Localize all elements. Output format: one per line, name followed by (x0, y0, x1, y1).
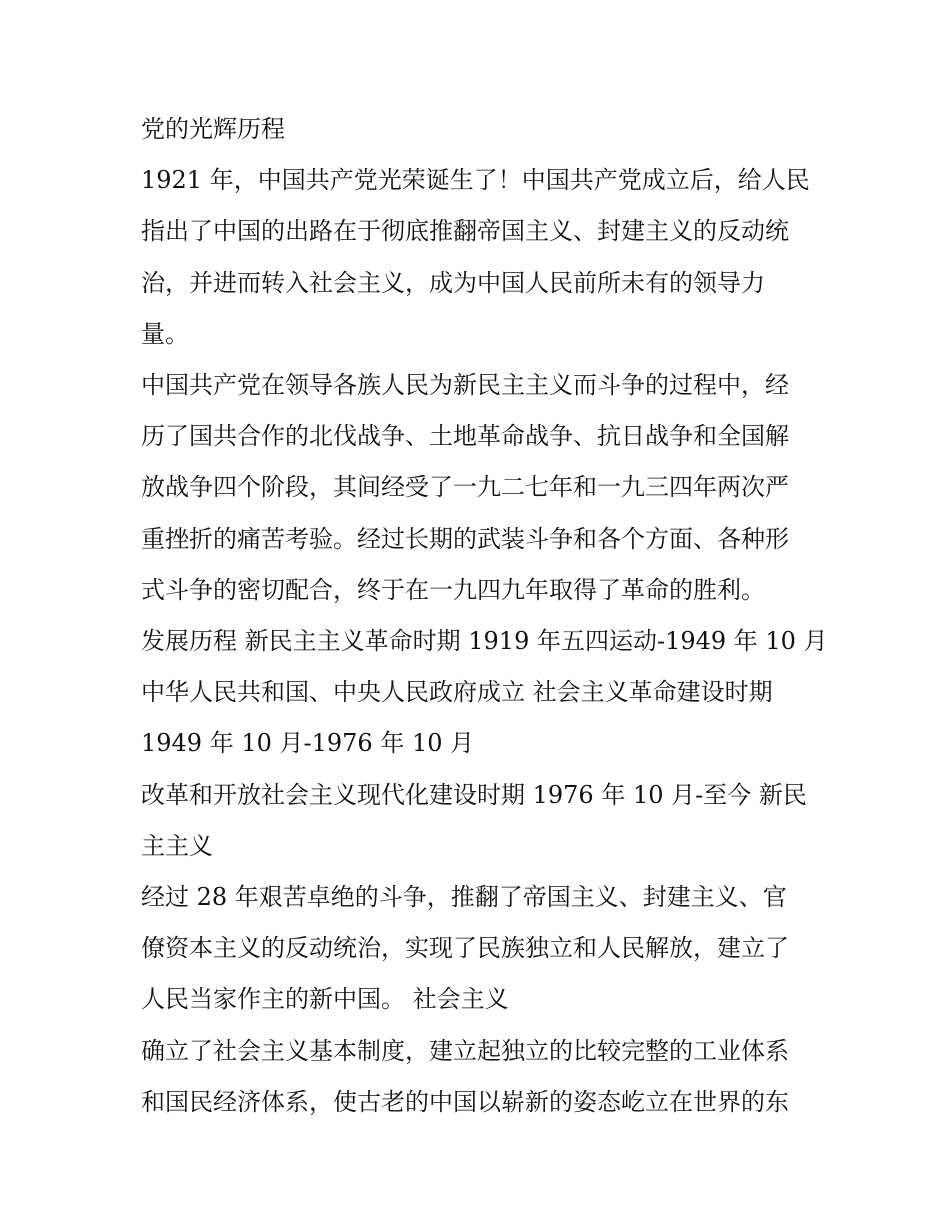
text-line: 1949 年 10 月-1976 年 10 月 (141, 729, 475, 758)
document-title: 党的光辉历程 (141, 115, 285, 143)
text-line: 中国共产党在领导各族人民为新民主主义而斗争的过程中，经 (141, 371, 789, 400)
text-line: 中华人民共和国、中央人民政府成立 社会主义革命建设时期 (141, 678, 773, 707)
document-body (141, 104, 828, 1128)
text-line: 重挫折的痛苦考验。经过长期的武装斗争和各个方面、各种形 (141, 524, 789, 553)
text-line: 式斗争的密切配合，终于在一九四九年取得了革命的胜利。 (141, 575, 765, 604)
text-line: 放战争四个阶段，其间经受了一九二七年和一九三四年两次严 (141, 473, 789, 502)
text-line: 发展历程 新民主主义革命时期 1919 年五四运动-1949 年 10 月 (141, 627, 828, 656)
text-line: 人民当家作主的新中国。 社会主义 (141, 985, 509, 1014)
text-line: 确立了社会主义基本制度，建立起独立的比较完整的工业体系 (141, 1036, 789, 1065)
text-line: 指出了中国的出路在于彻底推翻帝国主义、封建主义的反动统 (141, 217, 789, 246)
text-line: 量。 (141, 319, 189, 348)
text-line: 治，并进而转入社会主义，成为中国人民前所未有的领导力 (141, 268, 765, 297)
text-line: 经过 28 年艰苦卓绝的斗争，推翻了帝国主义、封建主义、官 (141, 883, 787, 912)
text-line: 改革和开放社会主义现代化建设时期 1976 年 10 月-至今 新民 (141, 780, 807, 809)
text-line: 和国民经济体系，使古老的中国以崭新的姿态屹立在世界的东 (141, 1087, 789, 1116)
text-line: 1921 年，中国共产党光荣诞生了！中国共产党成立后，给人民 (141, 166, 810, 195)
text-line: 主主义 (141, 831, 213, 860)
text-line: 历了国共合作的北伐战争、土地革命战争、抗日战争和全国解 (141, 422, 789, 451)
text-line: 僚资本主义的反动统治，实现了民族独立和人民解放，建立了 (141, 934, 789, 963)
